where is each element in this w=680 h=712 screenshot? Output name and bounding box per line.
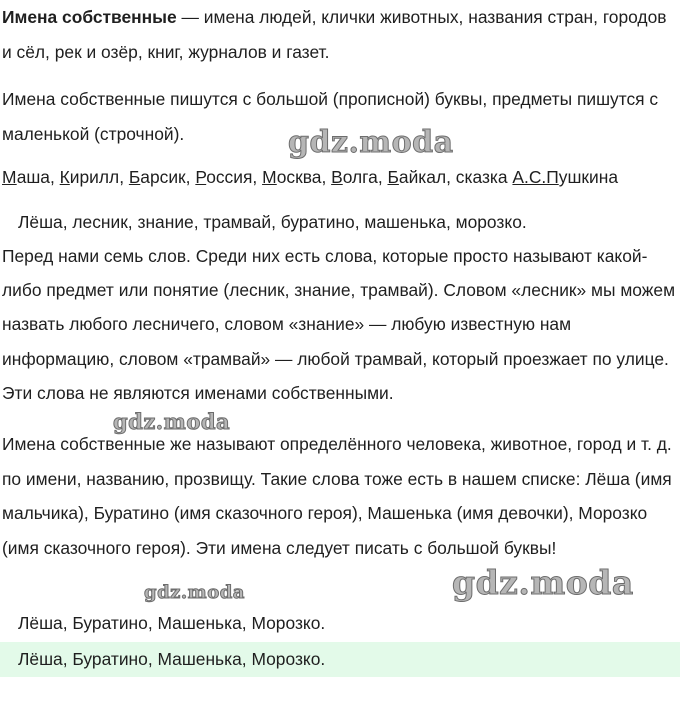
example-word: Волга	[331, 167, 378, 187]
capital-letter: Р	[195, 167, 207, 187]
explanation-paragraph-1: Перед нами семь слов. Среди них есть слова, которые просто называют какой-либо предмет или понятие (лесник, знание, трамвай). Словом «лесник» мы можем назвать любого лесничего, словом «знание» — любую известную нам информацию, словом «трамвай» — любой трамвай, который проезжает по улице. Эти слова не являются именами собственными.	[2, 246, 676, 403]
answer-highlighted-text: Лёша, Буратино, Машенька, Морозко.	[18, 649, 326, 669]
example-word: Россия	[195, 167, 253, 187]
capital-letter: Б	[387, 167, 399, 187]
explanation-paragraph-2: Имена собственные же называют определённого человека, животное, город и т. д. по имени, названию, прозвищу. Такие слова тоже есть в нашем списке: Лёша (имя мальчика), Буратино (имя сказочного героя), Машенька (имя девочки), Морозко (имя сказочного героя). Эти имена следует писать с большой буквы!	[2, 434, 672, 559]
capital-initials: А.С.П	[512, 167, 559, 187]
example-word: Барсик	[128, 167, 186, 187]
capital-letter: М	[2, 167, 17, 187]
watermark: gdz.moda	[452, 563, 634, 602]
answer-line: Лёша, Буратино, Машенька, Морозко.	[18, 613, 326, 633]
example-word: Кирилл	[59, 167, 120, 187]
example-tail: сказка А.С.Пушкина	[455, 167, 618, 187]
watermark: gdz.moda	[144, 582, 245, 603]
capital-letter: Б	[128, 167, 141, 187]
rule-paragraph: Имена собственные пишутся с большой (прописной) буквы, предметы пишутся с маленькой (строчной).	[2, 89, 659, 144]
capital-letter: К	[59, 167, 70, 187]
task-words: Лёша, лесник, знание, трамвай, буратино, машенька, морозко.	[18, 212, 527, 232]
capital-letter: М	[262, 167, 277, 187]
example-word: Маша	[2, 167, 50, 187]
definition-text: — имена людей, клички животных, названия стран, городов и сёл, рек и озёр, книг, журналов и газет.	[2, 7, 667, 62]
example-word: Москва	[262, 167, 322, 187]
watermark: gdz.moda	[288, 125, 454, 160]
watermark: gdz.moda	[113, 409, 231, 434]
examples-line: Маша, Кирилл, Барсик, Россия, Москва, Волга, Байкал, сказка А.С.Пушкина	[2, 167, 618, 187]
example-word: Байкал	[387, 167, 447, 187]
definition-term: Имена собственные	[2, 7, 177, 27]
definition-paragraph	[2, 0, 678, 69]
capital-letter: В	[331, 167, 343, 187]
